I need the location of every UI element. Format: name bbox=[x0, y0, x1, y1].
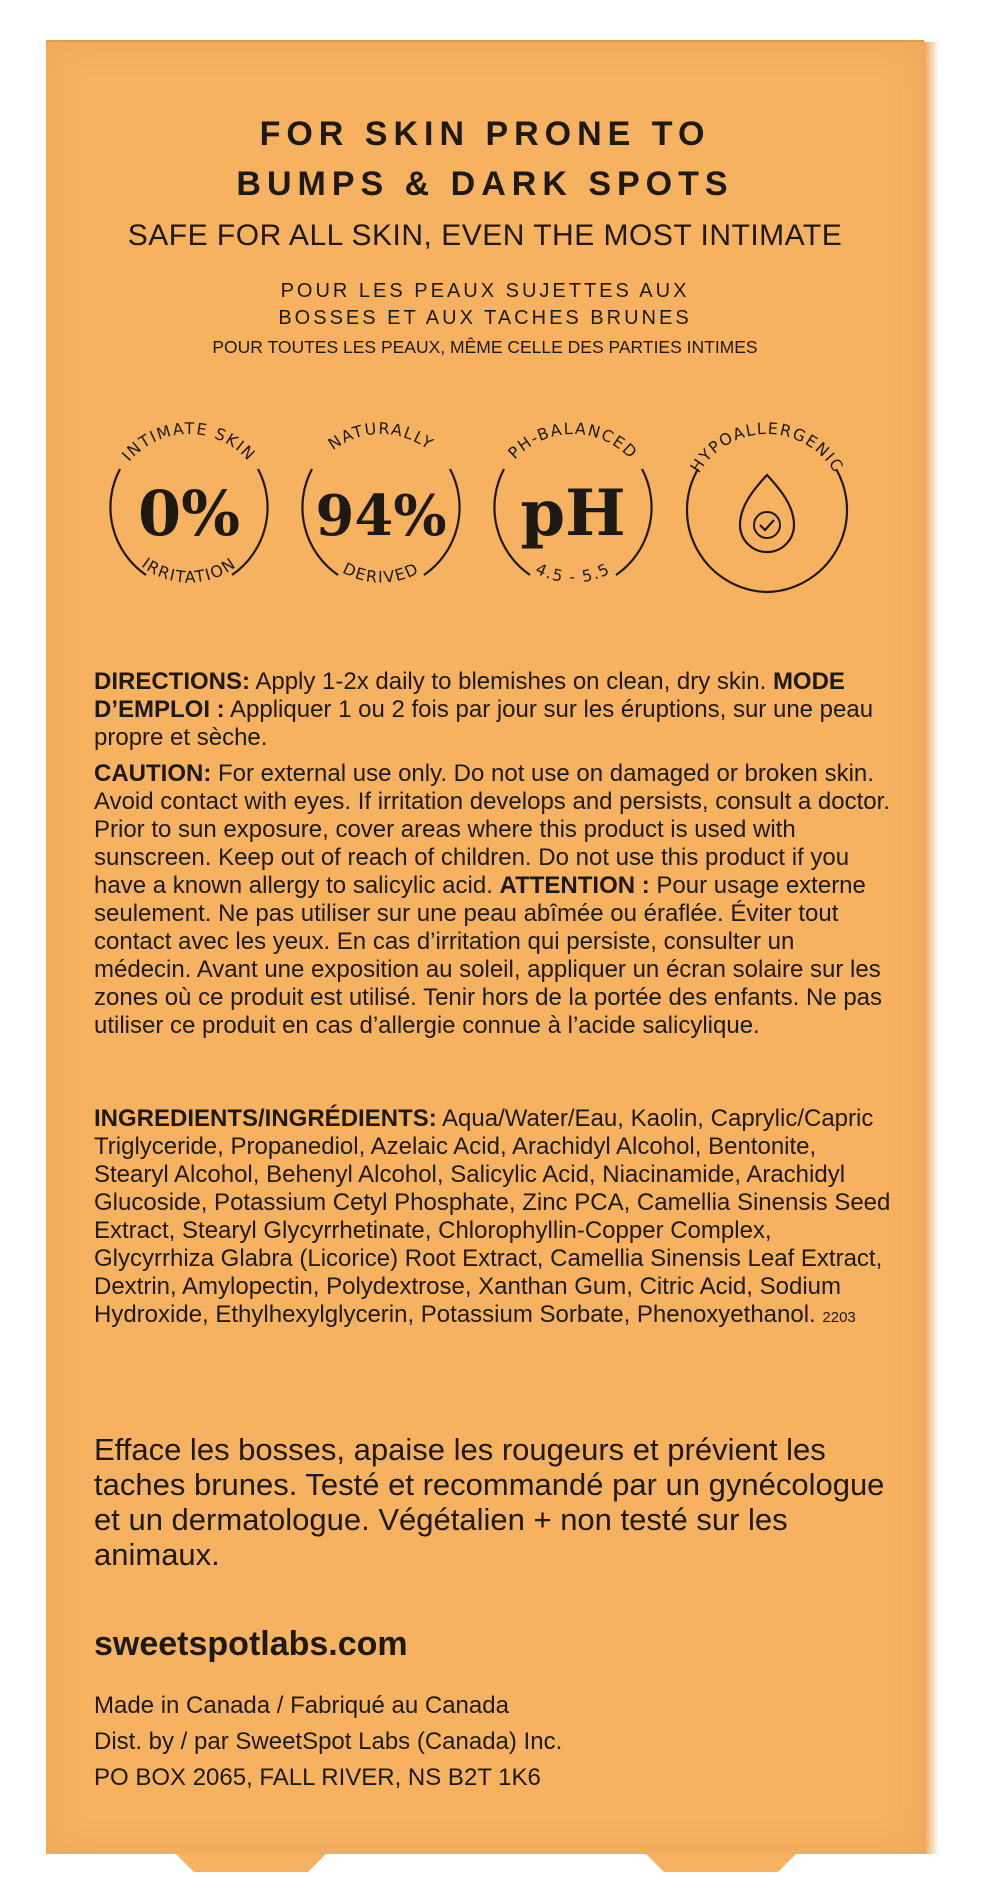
badge-2-bottom-label: DERIVED bbox=[339, 558, 423, 587]
box-flap-left bbox=[176, 1854, 326, 1872]
badge-intimate-skin bbox=[94, 387, 284, 617]
heading-fr-line-2: BOSSES ET AUX TACHES BRUNES bbox=[278, 307, 692, 329]
directions-text-fr: Appliquer 1 ou 2 fois par jour sur les éruptions, sur une peau propre et sèche. bbox=[94, 696, 874, 751]
website-url: sweetspotlabs.com bbox=[94, 1625, 408, 1663]
caution-label-en: CAUTION: bbox=[94, 760, 212, 787]
heading-fr-line-1: POUR LES PEAUX SUJETTES AUX bbox=[280, 280, 690, 302]
badge-4-top-label: HYPOALLERGENIC bbox=[686, 418, 848, 477]
ingredients-section bbox=[94, 1105, 894, 1332]
footer-distributor: Dist. by / par SweetSpot Labs (Canada) Inc. bbox=[94, 1728, 563, 1755]
heading-line-2: BUMPS & DARK SPOTS bbox=[236, 165, 734, 203]
badge-1-bottom-label: IRRITATION bbox=[138, 553, 240, 587]
svg-text:4.5 - 5.5 bbox=[533, 559, 614, 587]
heading-fr-subline: POUR TOUTES LES PEAUX, MÊME CELLE DES PARTIES INTIMES bbox=[212, 337, 758, 357]
caution-text-fr: Pour usage externe seulement. Ne pas utiliser sur une peau abîmée ou éraflée. Éviter tout contact avec les yeux. En cas d’irritation qui persiste, consulter un médecin. Avant une exposition au soleil, appliquer un écran solaire sur les zones où ce produit est utilisé. Tenir hors de la portée des enfants. Ne pas utiliser ce produit en cas d’allergie connue à l’acide salicylique. bbox=[94, 872, 883, 1039]
ingredients-code: 2203 bbox=[822, 1309, 856, 1326]
heading-line-1: FOR SKIN PRONE TO bbox=[259, 115, 711, 153]
svg-text:HYPOALLERGENIC bbox=[686, 419, 847, 476]
caution-section bbox=[94, 760, 894, 1040]
svg-text:INTIMATE SKIN bbox=[118, 419, 260, 465]
badge-3-bottom-label: 4.5 - 5.5 bbox=[532, 559, 614, 587]
badge-2-value: 94% bbox=[315, 483, 447, 549]
directions-label-en: DIRECTIONS: bbox=[94, 668, 250, 695]
badge-1-top-label: INTIMATE SKIN bbox=[117, 418, 260, 465]
badge-2-top-label: NATURALLY bbox=[324, 418, 438, 454]
badge-ph-balanced bbox=[478, 387, 668, 617]
badge-3-value: pH bbox=[520, 476, 626, 551]
badge-3-top-label: PH-BALANCED bbox=[504, 418, 642, 463]
footer-made-in: Made in Canada / Fabriqué au Canada bbox=[94, 1692, 509, 1719]
directions-section bbox=[94, 668, 894, 752]
package-panel bbox=[46, 40, 924, 1854]
box-flap-right bbox=[646, 1854, 796, 1872]
svg-text:IRRITATION bbox=[138, 553, 239, 586]
directions-text-en: Apply 1-2x daily to blemishes on clean, dry skin. bbox=[250, 668, 773, 695]
ingredients-label: INGREDIENTS/INGRÉDIENTS: bbox=[94, 1105, 437, 1132]
heading-subline: SAFE FOR ALL SKIN, EVEN THE MOST INTIMATE bbox=[127, 219, 843, 252]
badge-hypoallergenic bbox=[672, 387, 862, 617]
svg-text:DERIVED bbox=[340, 559, 422, 587]
drop-check-icon bbox=[740, 475, 794, 552]
product-blurb: Efface les bosses, apaise les rougeurs et prévient les taches brunes. Testé et recommandé par un gynécologue et un dermatologue. Végétalien + non testé sur les animaux. bbox=[94, 1432, 885, 1572]
claim-badges bbox=[94, 387, 894, 617]
caution-text-en: For external use only. Do not use on damaged or broken skin. Avoid contact with eyes. If irritation develops and persists, consult a doctor. Prior to sun exposure, cover areas where this product is used with sunscreen. Keep out of reach of children. Do not use this product if you have a known allergy to salicylic acid. bbox=[94, 760, 890, 899]
svg-text:NATURALLY bbox=[325, 419, 438, 454]
caution-label-fr: ATTENTION : bbox=[499, 872, 650, 899]
svg-text:PH-BALANCED bbox=[504, 419, 641, 463]
footer-address: PO BOX 2065, FALL RIVER, NS B2T 1K6 bbox=[94, 1764, 541, 1791]
badge-naturally-derived bbox=[286, 387, 476, 617]
directions-label-fr: MODE D’EMPLOI : bbox=[94, 668, 845, 723]
ingredients-text: Aqua/Water/Eau, Kaolin, Caprylic/Capric Triglyceride, Propanediol, Azelaic Acid, Arachidyl Alcohol, Bentonite, Stearyl Alcohol, Behenyl Alcohol, Salicylic Acid, Niacinamide, Arachidyl Glucoside, Potassium Cetyl Phosphate, Zinc PCA, Camellia Sinensis Seed Extract, Stearyl Glycyrrhetinate, Chlorophyllin-Copper Complex, Glycyrrhiza Glabra (Licorice) Root Extract, Camellia Sinensis Leaf Extract, Dextrin, Amylopectin, Polydextrose, Xanthan Gum, Citric Acid, Sodium Hydroxide, Ethylhexylglycerin, Potassium Sorbate, Phenoxyethanol. bbox=[94, 1105, 891, 1328]
badge-1-value: 0% bbox=[137, 477, 241, 550]
